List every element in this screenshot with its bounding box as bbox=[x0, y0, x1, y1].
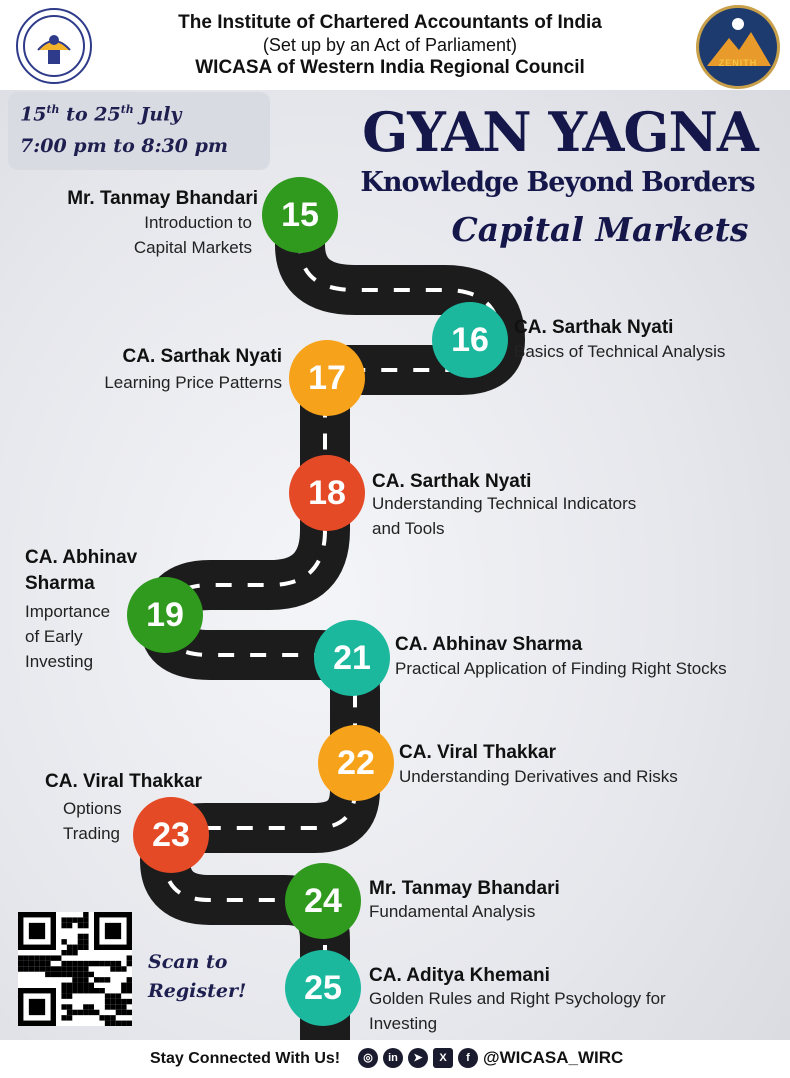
topic-line: Options bbox=[63, 799, 122, 818]
start-suffix: th bbox=[46, 103, 60, 116]
icai-logo bbox=[16, 8, 92, 84]
speaker-name: Mr. Tanmay Bhandari bbox=[67, 188, 258, 209]
instagram-icon[interactable]: ◎ bbox=[358, 1048, 378, 1068]
topic-line: Understanding Technical Indicators bbox=[372, 494, 637, 513]
day-badge-24: 24 bbox=[285, 863, 361, 939]
speaker-line: Sharma bbox=[25, 573, 95, 594]
facebook-icon[interactable]: f bbox=[458, 1048, 478, 1068]
session-topic bbox=[369, 899, 535, 924]
session-topic bbox=[399, 764, 678, 789]
topic-line: Understanding Derivatives and Risks bbox=[399, 767, 678, 786]
end-suffix: th bbox=[120, 103, 134, 116]
session-topic bbox=[514, 339, 725, 364]
session-topic bbox=[20, 210, 252, 260]
event-dates bbox=[20, 103, 181, 125]
session-topic bbox=[372, 491, 636, 541]
header-act: (Set up by an Act of Parliament) bbox=[262, 35, 518, 55]
scan-to-register bbox=[148, 948, 246, 1006]
speaker-name: CA. Sarthak Nyati bbox=[122, 346, 282, 367]
topic-line: Importance bbox=[25, 602, 111, 621]
topic-line: Investing bbox=[25, 652, 94, 671]
topic-line: Basics of Technical Analysis bbox=[514, 342, 726, 361]
scan-line: Register! bbox=[148, 980, 247, 1002]
day-badge-16: 16 bbox=[432, 302, 508, 378]
header-institute-name: The Institute of Chartered Accountants of India bbox=[178, 12, 602, 33]
registration-qr-code[interactable] bbox=[18, 912, 132, 1026]
zenith-logo-text: ZENITH bbox=[718, 58, 758, 68]
telegram-icon[interactable]: ➤ bbox=[408, 1048, 428, 1068]
linkedin-icon[interactable]: in bbox=[383, 1048, 403, 1068]
topic-line: Fundamental Analysis bbox=[369, 902, 536, 921]
speaker-name: CA. Sarthak Nyati bbox=[372, 471, 532, 492]
speaker-name: CA. Viral Thakkar bbox=[45, 771, 203, 792]
topic-line: Golden Rules and Right Psychology for bbox=[369, 989, 666, 1008]
scan-line: Scan to bbox=[148, 951, 228, 973]
speaker-name: CA. Abhinav Sharma bbox=[395, 634, 583, 655]
speaker-name: CA. Sarthak Nyati bbox=[514, 317, 674, 338]
zenith-logo bbox=[696, 5, 780, 89]
session-topic bbox=[25, 599, 110, 674]
session-topic bbox=[20, 370, 282, 395]
social-handle[interactable]: @WICASA_WIRC bbox=[483, 1048, 624, 1067]
start-day: 15 bbox=[20, 103, 47, 126]
event-title: GYAN YAGNA bbox=[362, 100, 758, 164]
session-topic bbox=[369, 986, 666, 1036]
day-badge-25: 25 bbox=[285, 950, 361, 1026]
speaker-name bbox=[25, 545, 137, 597]
topic-line: of Early bbox=[25, 627, 83, 646]
topic-line: Practical Application of Finding Right Stocks bbox=[395, 659, 727, 678]
topic-line: Learning Price Patterns bbox=[104, 373, 282, 392]
session-topic bbox=[395, 656, 727, 681]
speaker-name: CA. Viral Thakkar bbox=[399, 742, 557, 763]
day-badge-15: 15 bbox=[262, 177, 338, 253]
month: July bbox=[133, 103, 182, 126]
header-council: WICASA of Western India Regional Council bbox=[195, 57, 585, 78]
topic-line: and Tools bbox=[372, 519, 445, 538]
topic-line: Trading bbox=[63, 824, 121, 843]
qr-code-pattern bbox=[18, 912, 132, 1026]
date-to: to bbox=[59, 103, 95, 126]
day-badge-19: 19 bbox=[127, 577, 203, 653]
speaker-line: CA. Abhinav bbox=[25, 547, 138, 568]
topic-line: Capital Markets bbox=[133, 238, 252, 257]
x-icon[interactable]: X bbox=[433, 1048, 453, 1068]
session-topic bbox=[63, 796, 122, 846]
day-badge-17: 17 bbox=[289, 340, 365, 416]
topic-line: Introduction to bbox=[144, 213, 252, 232]
topic-line: Investing bbox=[369, 1014, 438, 1033]
speaker-name: CA. Aditya Khemani bbox=[369, 965, 550, 986]
end-day: 25 bbox=[94, 103, 121, 126]
event-topic: Capital Markets bbox=[451, 210, 749, 249]
day-badge-23: 23 bbox=[133, 797, 209, 873]
day-badge-18: 18 bbox=[289, 455, 365, 531]
speaker-name: Mr. Tanmay Bhandari bbox=[369, 878, 560, 899]
event-time: 7:00 pm to 8:30 pm bbox=[20, 135, 229, 157]
day-badge-21: 21 bbox=[314, 620, 390, 696]
stay-connected-label: Stay Connected With Us! bbox=[150, 1050, 341, 1067]
day-badge-22: 22 bbox=[318, 725, 394, 801]
event-subtitle: Knowledge Beyond Borders bbox=[360, 167, 755, 198]
